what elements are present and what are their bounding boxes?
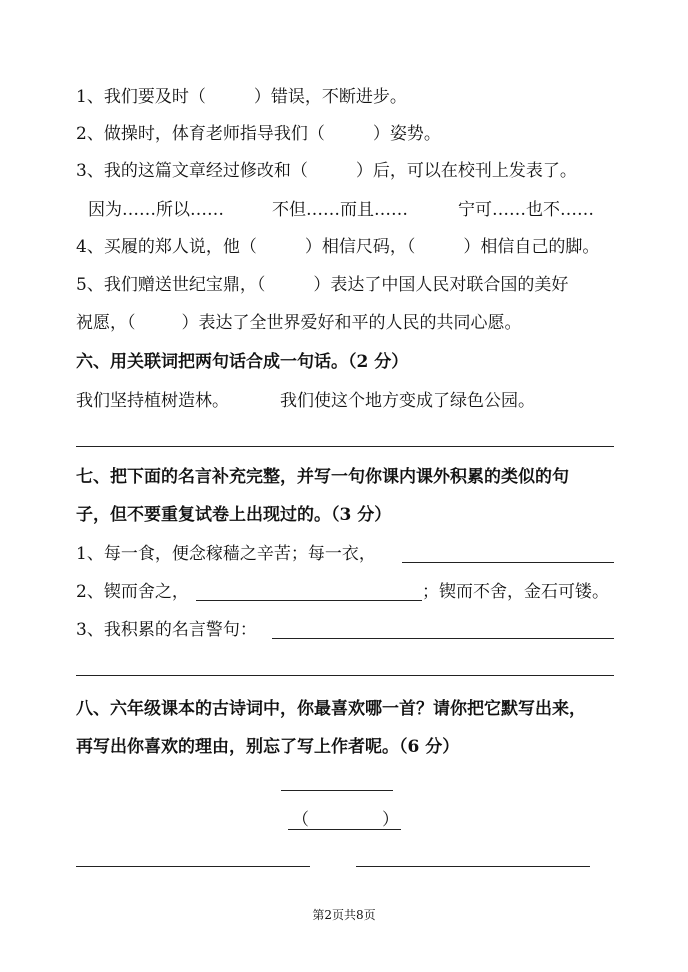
fill-item-5-line-2 — [76, 311, 522, 335]
section-8-title-line-2: 再写出你喜欢的理由，别忘了写上作者呢。（6 分） — [76, 737, 460, 757]
poem-title-line[interactable] — [281, 790, 393, 791]
section-8-title-line-1: 八、六年级课本的古诗词中，你最喜欢哪一首？请你把它默写出来， — [76, 699, 586, 719]
poem-author-line[interactable] — [288, 829, 401, 830]
section-7-item-1-answer-line[interactable] — [402, 562, 614, 563]
section-7-item-2-answer-line[interactable] — [196, 600, 422, 601]
section-7-item-2-a: 2、锲而舍之， — [76, 582, 189, 602]
section-7-title-line-2: 子，但不要重复试卷上出现过的。（3 分） — [76, 505, 392, 525]
fill-item-3-text-a: 3、我的这篇文章经过修改和（ — [76, 161, 308, 181]
section-7-extra-answer-line[interactable] — [76, 675, 614, 676]
fill-item-4-text-a: 4、买履的郑人说，他（ — [76, 237, 257, 257]
section-7-item-1: 1、每一食，便念稼穑之辛苦；每一衣， — [76, 544, 376, 564]
poem-line-right[interactable] — [356, 866, 590, 867]
fill-item-4 — [76, 235, 599, 259]
conjunction-option-1: 因为……所以…… — [88, 200, 224, 220]
fill-item-5-text-a: 5、我们赠送世纪宝鼎，（ — [76, 275, 266, 295]
section-6-sentence-1: 我们坚持植树造林。 — [76, 391, 229, 411]
poem-line-left[interactable] — [76, 866, 310, 867]
fill-item-3-text-b: ）后，可以在校刊上发表了。 — [355, 161, 577, 181]
fill-item-2-text-b: ）姿势。 — [372, 124, 441, 144]
fill-item-5-text-b: ）表达了中国人民对联合国的美好 — [313, 275, 569, 295]
section-7-item-2-b: ；锲而不舍，金石可镂。 — [422, 582, 609, 602]
fill-item-2-text-a: 2、做操时，体育老师指导我们（ — [76, 124, 325, 144]
section-6-answer-line[interactable] — [76, 446, 614, 447]
page-number: 第2页共8页 — [312, 908, 376, 922]
fill-item-4-text-b: ）相信尺码，（ — [304, 237, 416, 257]
fill-item-1-text-a: 1、我们要及时（ — [76, 87, 206, 107]
fill-item-3 — [76, 159, 577, 183]
section-6-sentence-2: 我们使这个地方变成了绿色公园。 — [280, 391, 535, 411]
fill-item-5-text-d: ）表达了全世界爱好和平的人民的共同心愿。 — [181, 313, 522, 333]
poem-author-close-paren: ） — [382, 810, 399, 830]
section-7-item-3: 3、我积累的名言警句： — [76, 620, 257, 640]
section-7-item-3-answer-line[interactable] — [272, 638, 614, 639]
conjunction-option-2: 不但……而且…… — [272, 200, 408, 220]
fill-item-1 — [76, 85, 407, 109]
fill-item-1-text-b: ）错误，不断进步。 — [253, 87, 407, 107]
section-7-title-line-1: 七、把下面的名言补充完整，并写一句你课内课外积累的类似的句 — [76, 467, 569, 487]
fill-item-5-text-c: 祝愿，（ — [76, 313, 136, 333]
fill-item-2 — [76, 122, 441, 146]
conjunction-option-3: 宁可……也不…… — [458, 200, 594, 220]
fill-item-4-text-c: ）相信自己的脚。 — [463, 237, 600, 257]
poem-author-open-paren: （ — [292, 810, 309, 830]
fill-item-5-line-1 — [76, 273, 568, 297]
section-6-title: 六、用关联词把两句话合成一句话。（2 分） — [76, 352, 409, 372]
